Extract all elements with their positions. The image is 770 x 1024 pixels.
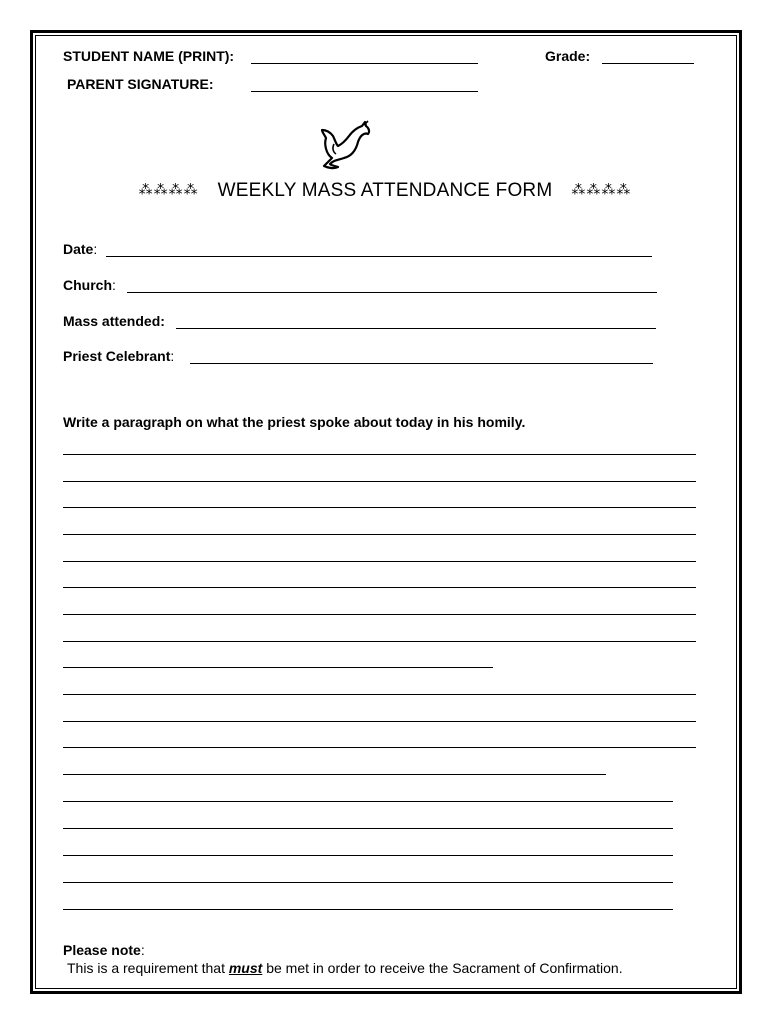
- writing-line[interactable]: [63, 828, 673, 829]
- note-emphasis: must: [228, 960, 263, 976]
- grade-field[interactable]: [602, 63, 694, 64]
- dove-icon: [318, 120, 372, 176]
- student-name-field[interactable]: [251, 63, 478, 64]
- writing-line[interactable]: [63, 721, 696, 722]
- date-label: Date:: [63, 241, 98, 257]
- mass-attended-field[interactable]: [176, 328, 656, 329]
- grade-label: Grade:: [545, 48, 591, 64]
- writing-line[interactable]: [63, 909, 673, 910]
- writing-line[interactable]: [63, 855, 673, 856]
- writing-line[interactable]: [63, 481, 696, 482]
- form-title: [0, 180, 770, 202]
- writing-line[interactable]: [63, 507, 696, 508]
- writing-line[interactable]: [63, 694, 696, 695]
- writing-line[interactable]: [63, 747, 696, 748]
- mass-attended-label: Mass attended:: [63, 313, 165, 329]
- writing-line[interactable]: [63, 454, 696, 455]
- writing-line[interactable]: [63, 641, 696, 642]
- writing-line[interactable]: [63, 561, 696, 562]
- writing-line[interactable]: [63, 774, 606, 775]
- writing-line[interactable]: [63, 587, 696, 588]
- priest-celebrant-label: Priest Celebrant:: [63, 348, 175, 364]
- student-name-label: STUDENT NAME (PRINT):: [63, 48, 235, 64]
- page-border-inner: [35, 35, 737, 989]
- parent-signature-field[interactable]: [251, 91, 478, 92]
- homily-prompt: Write a paragraph on what the priest spoke about today in his homily.: [63, 414, 526, 430]
- title-text: WEEKLY MASS ATTENDANCE FORM: [217, 180, 553, 201]
- church-label: Church:: [63, 277, 116, 293]
- writing-line[interactable]: [63, 882, 673, 883]
- title-stars-right: ⁂⁂⁂⁂: [571, 181, 632, 197]
- date-field[interactable]: [106, 256, 652, 257]
- priest-celebrant-field[interactable]: [190, 363, 653, 364]
- writing-line[interactable]: [63, 614, 696, 615]
- church-field[interactable]: [127, 292, 657, 293]
- title-stars-left: ⁂⁂⁂⁂: [138, 181, 199, 197]
- note-text: This is a requirement that must be met in order to receive the Sacrament of Confirmation.: [67, 960, 623, 976]
- parent-signature-label: PARENT SIGNATURE:: [67, 76, 214, 92]
- writing-line[interactable]: [63, 534, 696, 535]
- writing-line[interactable]: [63, 801, 673, 802]
- note-label: Please note:: [63, 942, 145, 958]
- writing-line[interactable]: [63, 667, 493, 668]
